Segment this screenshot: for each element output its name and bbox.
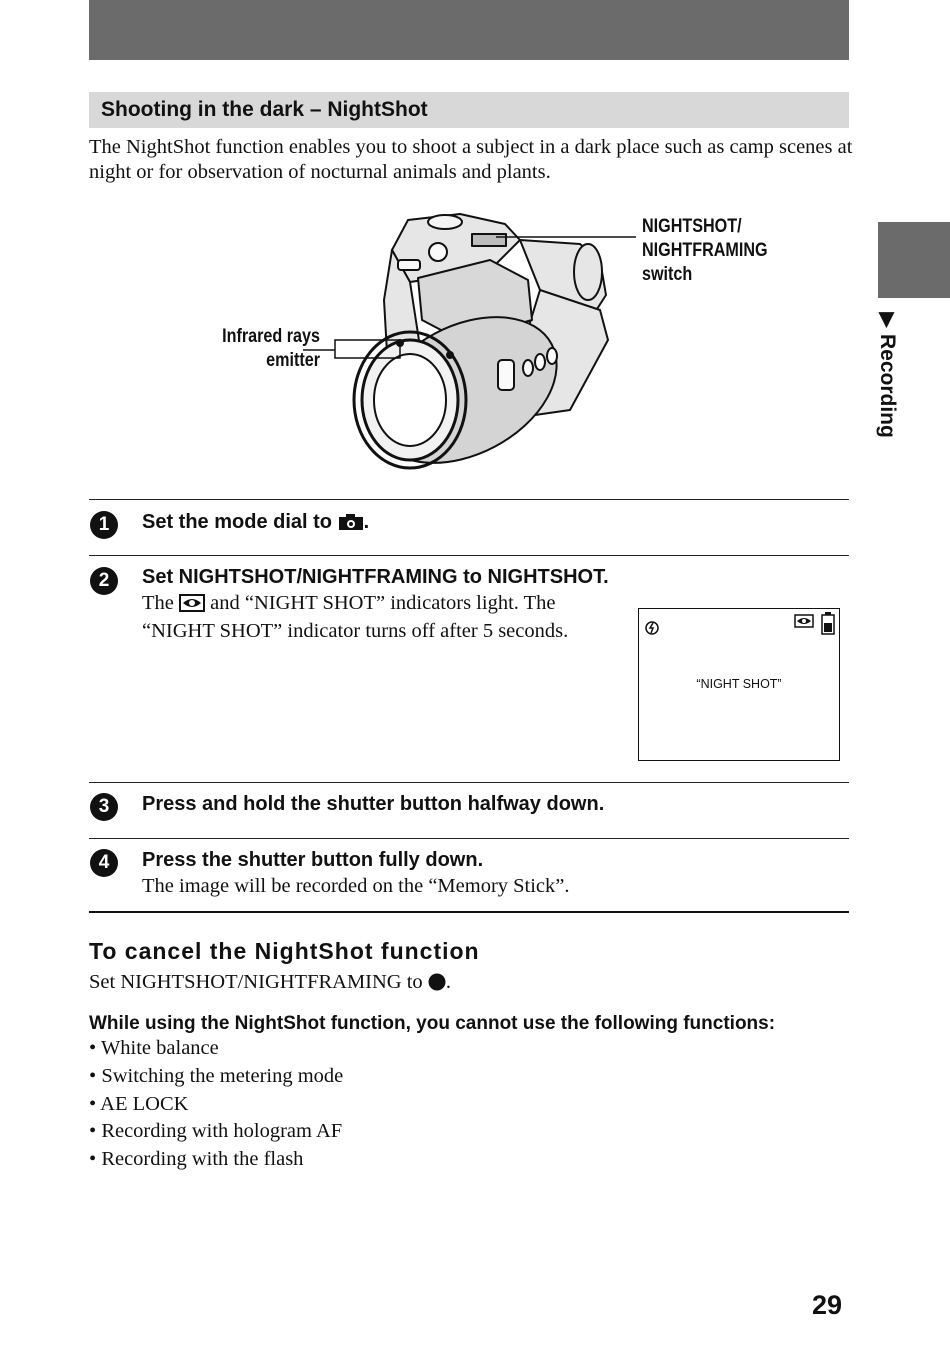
off-dot-icon	[428, 973, 446, 997]
lcd-screen	[638, 608, 840, 761]
step-number: 1	[90, 511, 118, 539]
divider	[89, 499, 849, 500]
step-number: 3	[90, 793, 118, 821]
emitter-callout-line: emitter	[266, 350, 320, 371]
step-body: The image will be recorded on the “Memory Stick”.	[142, 875, 570, 897]
step-body-text: and “NIGHT SHOT” indicators light. The	[210, 592, 556, 614]
nightshot-indicator-icon	[179, 594, 205, 619]
list-item: • White balance	[89, 1035, 343, 1063]
divider	[89, 911, 849, 913]
battery-icon	[821, 611, 835, 640]
list-item: • AE LOCK	[89, 1091, 343, 1119]
restrictions-heading: While using the NightShot function, you cannot use the following functions:	[89, 1013, 776, 1034]
cancel-body	[89, 971, 451, 997]
step-title: Press and hold the shutter button halfway down.	[142, 793, 605, 815]
switch-callout-line: NIGHTFRAMING	[642, 240, 768, 261]
section-title: Shooting in the dark – NightShot	[101, 98, 428, 121]
emitter-callout	[184, 325, 320, 373]
camera-icon	[338, 513, 364, 537]
page-number: 29	[812, 1290, 843, 1320]
nightshot-indicator-icon	[794, 614, 814, 633]
step-body-text: The	[142, 592, 174, 614]
cancel-heading: To cancel the NightShot function	[89, 938, 480, 964]
flash-off-icon	[645, 621, 659, 640]
step-title-text: Set the mode dial to	[142, 511, 333, 533]
switch-callout-line: NIGHTSHOT/	[642, 216, 742, 237]
side-tab	[878, 222, 950, 298]
switch-callout-line: switch	[642, 264, 693, 285]
section-title-bar	[89, 92, 849, 128]
step-body	[142, 591, 568, 644]
divider	[89, 555, 849, 556]
camera-figure	[160, 200, 840, 470]
step-number: 2	[90, 567, 118, 595]
cancel-body-text: Set NIGHTSHOT/NIGHTFRAMING to	[89, 971, 423, 993]
step-body-text: “NIGHT SHOT” indicator turns off after 5 seconds.	[142, 620, 569, 642]
step-title: Press the shutter button fully down.	[142, 849, 484, 871]
side-tab-label	[876, 312, 900, 462]
divider	[89, 782, 849, 783]
intro-paragraph: The NightShot function enables you to shoot a subject in a dark place such as camp scenes at night or for observation of nocturnal animals and plants.	[89, 136, 853, 183]
step-title	[142, 511, 369, 537]
list-item: • Recording with hologram AF	[89, 1118, 343, 1146]
list-item: • Recording with the flash	[89, 1146, 343, 1174]
step-number: 4	[90, 849, 118, 877]
header-bar	[89, 0, 849, 60]
emitter-callout-line: Infrared rays	[222, 326, 320, 347]
divider	[89, 838, 849, 839]
step-title: Set NIGHTSHOT/NIGHTFRAMING to NIGHTSHOT.	[142, 566, 609, 588]
restrictions-list	[89, 1035, 343, 1174]
list-item: • Switching the metering mode	[89, 1063, 343, 1091]
switch-callout	[642, 215, 768, 287]
side-tab-label-text: ▶ Recording	[876, 312, 899, 438]
cancel-body-suffix: .	[445, 971, 451, 993]
lcd-nightshot-text: “NIGHT SHOT”	[696, 677, 782, 691]
step-title-suffix: .	[363, 511, 370, 533]
